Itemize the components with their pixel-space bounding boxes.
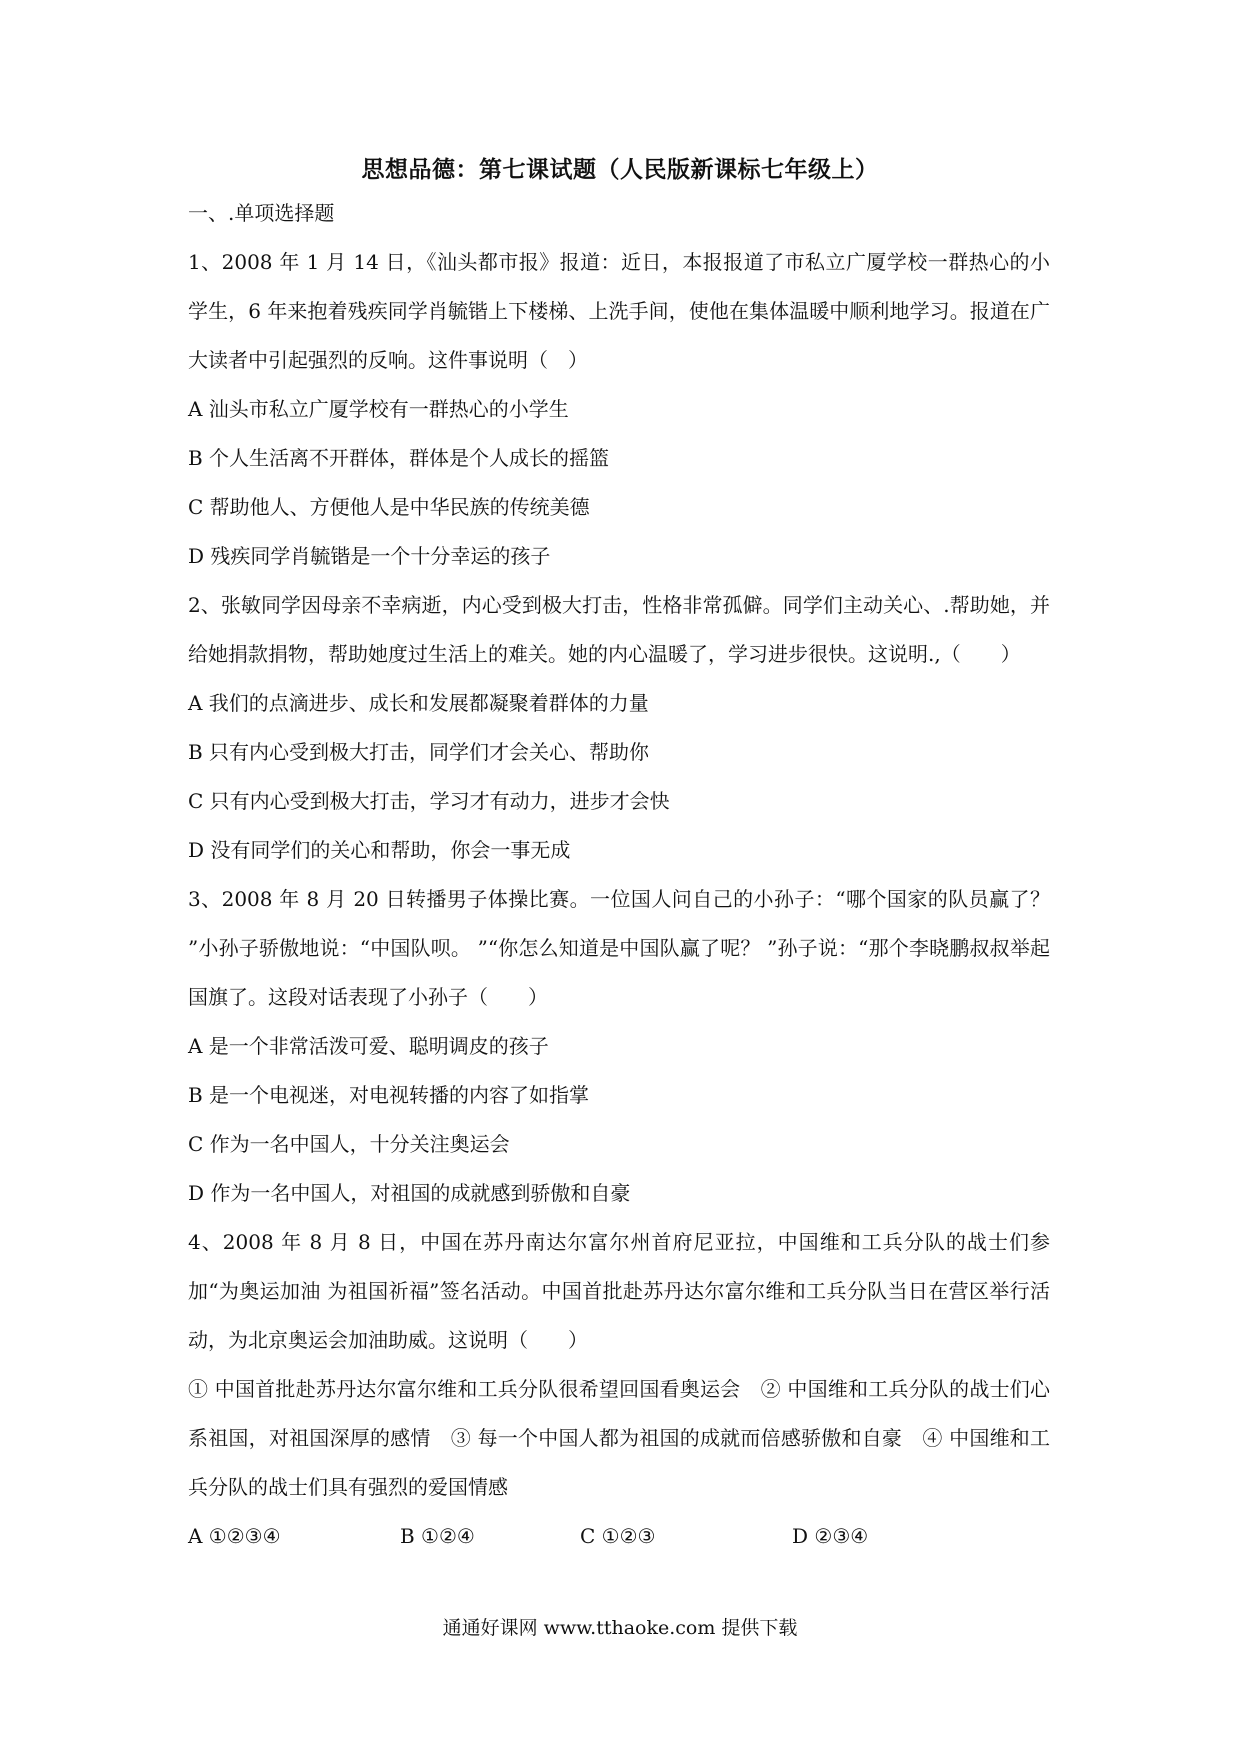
question-stem: 1、2008 年 1 月 14 日，《汕头都市报》报道：近日，本报报道了市私立广厦学校一群热心的小学生，6 年来抱着残疾同学肖毓锴上下楼梯、上洗手间，使他在集体温暖中顺利地学习。报道在广大读者中引起强烈的反响。这件事说明（ ） — [188, 250, 1050, 372]
question-list — [188, 238, 1050, 1561]
question-stem: 3、2008 年 8 月 20 日转播男子体操比赛。一位国人问自己的小孙子：“哪个国家的队员赢了？ ”小孙子骄傲地说：“中国队呗。 ”“你怎么知道是中国队赢了呢？ ”孙子说：“那个李晓鹏叔叔举起国旗了。这段对话表现了小孙子（ ） — [188, 887, 1050, 1009]
option-c: C 帮助他人、方便他人是中华民族的传统美德 — [188, 495, 590, 519]
question-2 — [188, 581, 1050, 875]
question-4 — [188, 1218, 1050, 1561]
question-1 — [188, 238, 1050, 581]
option-d: D 残疾同学肖毓锴是一个十分幸运的孩子 — [188, 544, 551, 568]
question-statements: ① 中国首批赴苏丹达尔富尔维和工兵分队很希望回国看奥运会 ② 中国维和工兵分队的战士们心系祖国，对祖国深厚的感情 ③ 每一个中国人都为祖国的成就而倍感骄傲和自豪 ④ 中国维和工兵分队的战士们具有强烈的爱国情感 — [188, 1377, 1050, 1499]
option-a: A ①②③④ — [188, 1524, 281, 1548]
option-c: C 作为一名中国人，十分关注奥运会 — [188, 1132, 510, 1156]
option-b: B ①②④ — [400, 1524, 475, 1548]
question-stem: 2、张敏同学因母亲不幸病逝，内心受到极大打击，性格非常孤僻。同学们主动关心、.帮助她，并给她捐款捐物，帮助她度过生活上的难关。她的内心温暖了，学习进步很快。这说明.,（ ） — [188, 593, 1050, 666]
option-row — [188, 1512, 1050, 1561]
section-heading: 一、.单项选择题 — [188, 201, 335, 225]
option-b: B 个人生活离不开群体，群体是个人成长的摇篮 — [188, 446, 610, 470]
option-b: B 是一个电视迷，对电视转播的内容了如指掌 — [188, 1083, 590, 1107]
option-d: D ②③④ — [792, 1524, 869, 1548]
option-d: D 作为一名中国人，对祖国的成就感到骄傲和自豪 — [188, 1181, 631, 1205]
option-a: A 是一个非常活泼可爱、聪明调皮的孩子 — [188, 1034, 549, 1058]
option-a: A 我们的点滴进步、成长和发展都凝聚着群体的力量 — [188, 691, 649, 715]
option-c: C 只有内心受到极大打击，学习才有动力，进步才会快 — [188, 789, 670, 813]
option-d: D 没有同学们的关心和帮助，你会一事无成 — [188, 838, 571, 862]
question-stem: 4、2008 年 8 月 8 日，中国在苏丹南达尔富尔州首府尼亚拉，中国维和工兵分队的战士们参加“为奥运加油 为祖国祈福”签名活动。中国首批赴苏丹达尔富尔维和工兵分队当日在营区举行活动，为北京奥运会加油助威。这说明（ ） — [188, 1230, 1050, 1352]
option-b: B 只有内心受到极大打击，同学们才会关心、帮助你 — [188, 740, 650, 764]
question-3 — [188, 875, 1050, 1218]
option-a: A 汕头市私立广厦学校有一群热心的小学生 — [188, 397, 569, 421]
document-title: 思想品德：第七课试题（人民版新课标七年级上） — [361, 156, 879, 183]
page-footer: 通通好课网 www.tthaoke.com 提供下载 — [442, 1617, 798, 1639]
option-c: C ①②③ — [580, 1524, 656, 1548]
